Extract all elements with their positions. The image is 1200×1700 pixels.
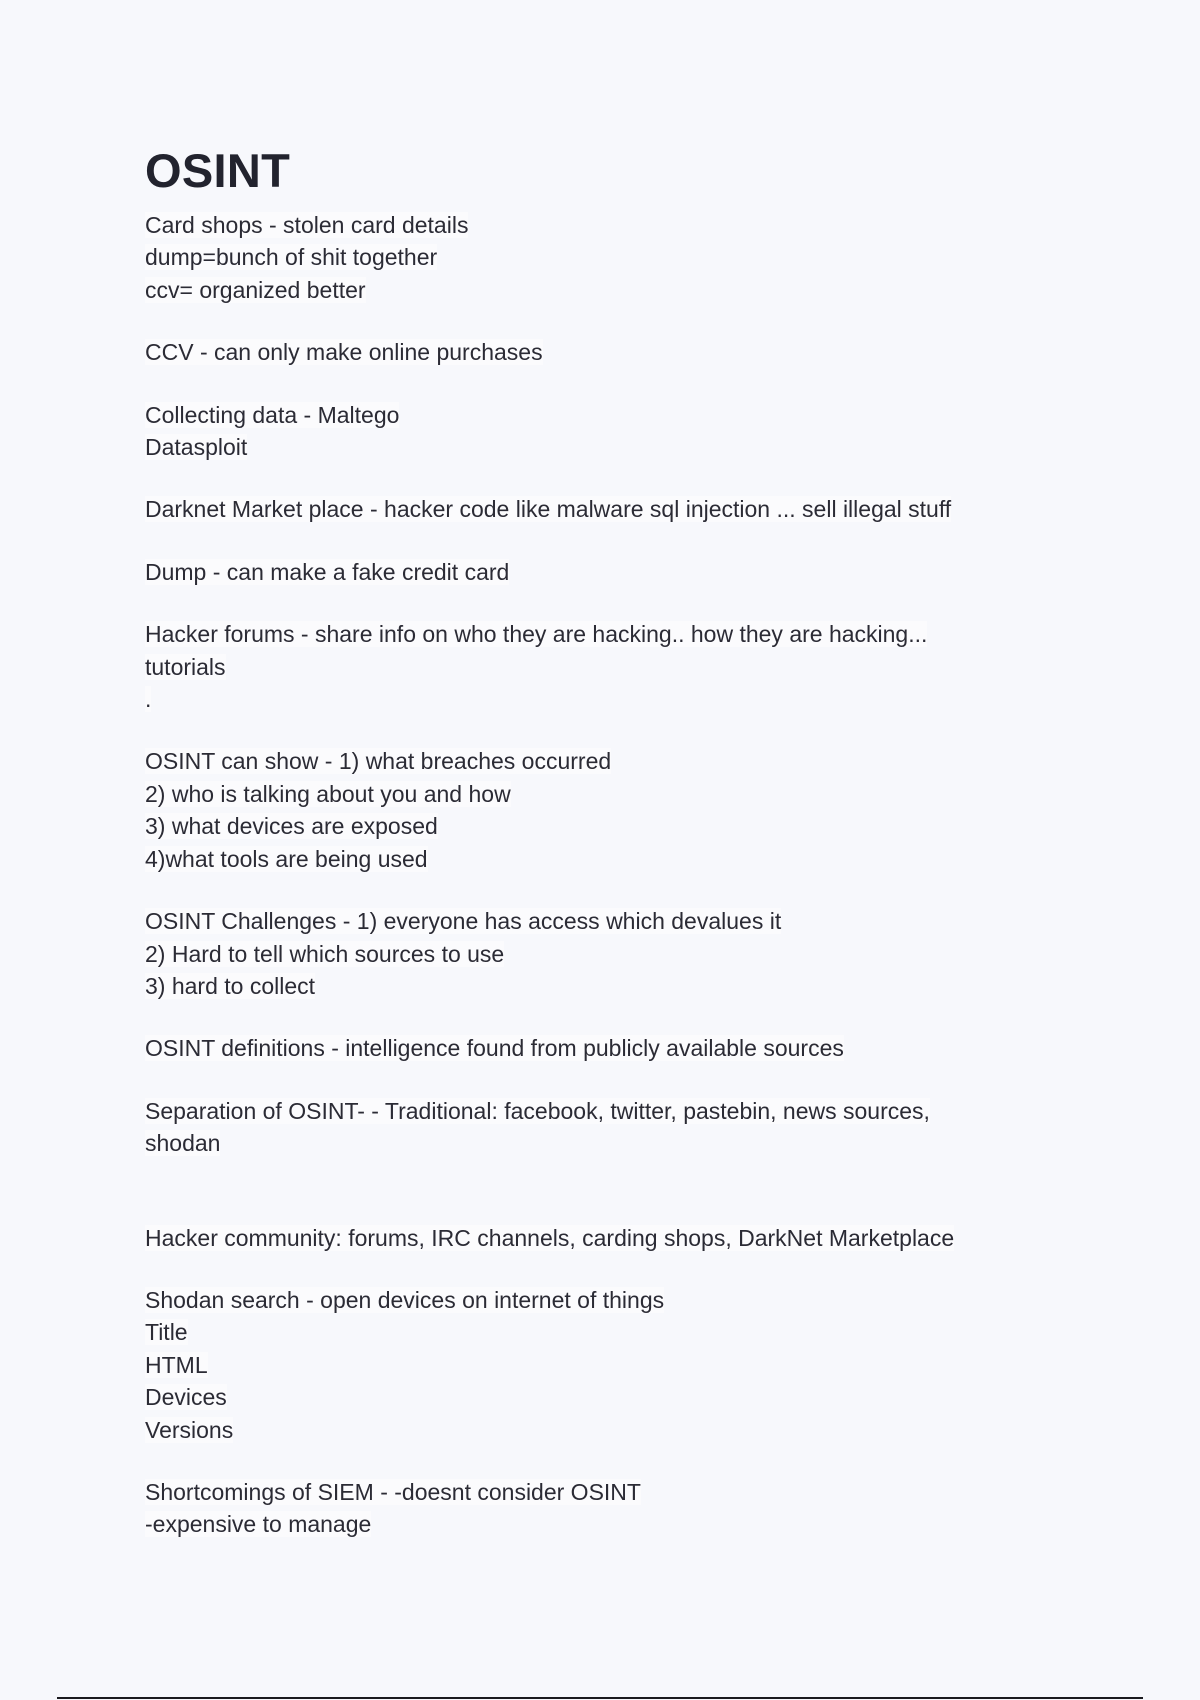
note-block: [145, 336, 1045, 368]
note-block: [145, 1095, 1045, 1160]
note-line-text: CCV - can only make online purchases: [145, 339, 543, 366]
note-line: [145, 1222, 1045, 1254]
note-line-text: Datasploit: [145, 434, 248, 461]
note-line: [145, 1349, 1045, 1381]
note-line: [145, 1508, 1045, 1540]
note-line-text: Devices: [145, 1384, 227, 1411]
note-block: [145, 1032, 1045, 1064]
note-line-text: Separation of OSINT- - Traditional: facebook, twitter, pastebin, news sources,: [145, 1097, 930, 1124]
note-line: [145, 399, 1045, 431]
note-line-text: 4)what tools are being used: [145, 845, 428, 872]
note-line: [145, 1127, 1045, 1159]
note-block: [145, 1476, 1045, 1541]
note-line: [145, 1414, 1045, 1446]
note-line: [145, 336, 1045, 368]
note-block: [145, 209, 1045, 306]
note-line-text: Hacker community: forums, IRC channels, carding shops, DarkNet Marketplace: [145, 1224, 955, 1251]
note-line: [145, 651, 1045, 683]
note-line-text: 2) who is talking about you and how: [145, 780, 511, 807]
note-block: [145, 493, 1045, 525]
note-line-text: Card shops - stolen card details: [145, 212, 469, 238]
note-line: [145, 843, 1045, 875]
note-line: [145, 1476, 1045, 1508]
note-line-text: Shortcomings of SIEM - -doesnt consider OSINT: [145, 1478, 641, 1505]
note-line: [145, 556, 1045, 588]
note-line: [145, 1381, 1045, 1413]
note-block: [145, 1222, 1045, 1254]
note-line-text: 3) what devices are exposed: [145, 813, 438, 840]
note-line: [145, 209, 1045, 241]
note-line-text: dump=bunch of shit together: [145, 244, 438, 271]
note-line-text: .: [145, 686, 152, 713]
note-line: [145, 970, 1045, 1002]
note-line: [145, 810, 1045, 842]
note-block: [145, 745, 1045, 875]
note-line: [145, 241, 1045, 273]
note-line: [145, 1032, 1045, 1064]
note-line: [145, 1316, 1045, 1348]
note-block: [145, 399, 1045, 464]
note-line-text: OSINT Challenges - 1) everyone has access which devalues it: [145, 908, 782, 935]
note-line: [145, 938, 1045, 970]
note-line-text: Shodan search - open devices on internet of things: [145, 1286, 665, 1313]
note-line-text: Dump - can make a fake credit card: [145, 558, 510, 585]
note-line: [145, 1095, 1045, 1127]
note-line: [145, 274, 1045, 306]
note-line-text: ccv= organized better: [145, 276, 366, 303]
note-block: [145, 618, 1045, 715]
note-line-text: tutorials: [145, 653, 226, 680]
note-line-text: Title: [145, 1319, 188, 1346]
note-line: [145, 905, 1045, 937]
note-line: [145, 618, 1045, 650]
note-line: [145, 431, 1045, 463]
note-line: [145, 1284, 1045, 1316]
note-block: [145, 905, 1045, 1002]
document-title: OSINT: [145, 144, 291, 197]
note-line-text: 3) hard to collect: [145, 972, 316, 999]
note-block: [145, 1284, 1045, 1446]
note-line-text: Hacker forums - share info on who they are hacking.. how they are hacking...: [145, 621, 928, 648]
note-line-text: Darknet Market place - hacker code like malware sql injection ... sell illegal stuff: [145, 496, 952, 523]
notes-body: [145, 209, 1045, 1541]
note-line-text: -expensive to manage: [145, 1511, 372, 1538]
note-line: [145, 778, 1045, 810]
note-line-text: Collecting data - Maltego: [145, 401, 400, 428]
note-block: [145, 556, 1045, 588]
note-line-text: OSINT definitions - intelligence found from publicly available sources: [145, 1035, 844, 1062]
note-line-text: OSINT can show - 1) what breaches occurred: [145, 748, 612, 775]
document-page: [145, 145, 1045, 1541]
note-line-text: shodan: [145, 1130, 221, 1157]
note-line: [145, 493, 1045, 525]
note-line-text: 2) Hard to tell which sources to use: [145, 940, 505, 967]
note-line-text: HTML: [145, 1351, 208, 1378]
page-divider: [57, 1697, 1143, 1699]
note-line: [145, 745, 1045, 777]
note-line: [145, 683, 1045, 715]
note-line-text: Versions: [145, 1416, 234, 1443]
